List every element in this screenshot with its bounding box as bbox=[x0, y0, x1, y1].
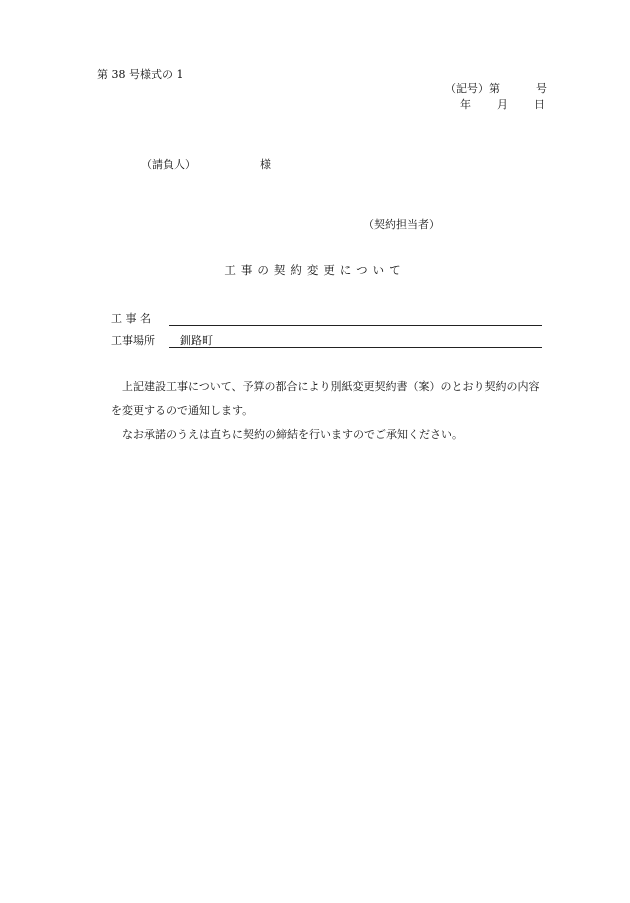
construction-name-row bbox=[111, 310, 169, 326]
construction-place-field bbox=[169, 333, 542, 348]
addressee-honorific: 様 bbox=[260, 158, 271, 171]
year-label: 年 bbox=[460, 98, 471, 111]
month-label: 月 bbox=[497, 98, 508, 111]
contract-officer: （契約担当者） bbox=[363, 218, 440, 231]
body-text-line-3: なお承諾のうえは直ちに契約の締結を行いますのでご承知ください。 bbox=[122, 428, 463, 441]
reference-prefix: （記号）第 bbox=[445, 82, 500, 95]
form-number: 第 38 号様式の 1 bbox=[97, 68, 184, 81]
construction-name-field bbox=[169, 311, 542, 326]
construction-name-label: 工 事 名 bbox=[111, 312, 151, 325]
body-text-line-1: 上記建設工事について、予算の都合により別紙変更契約書（案）のとおり契約の内容 bbox=[122, 380, 540, 393]
reference-suffix: 号 bbox=[536, 82, 547, 95]
construction-place-row bbox=[111, 332, 169, 348]
addressee bbox=[141, 156, 271, 172]
addressee-label: （請負人） bbox=[141, 158, 196, 171]
document-title: 工事の契約変更について bbox=[224, 263, 406, 277]
date-line bbox=[460, 96, 545, 112]
construction-place-label: 工事場所 bbox=[111, 334, 155, 347]
body-text-line-2: を変更するので通知します。 bbox=[111, 404, 254, 417]
day-label: 日 bbox=[534, 98, 545, 111]
construction-place-value: 釧路町 bbox=[180, 334, 213, 347]
reference-number bbox=[445, 80, 547, 96]
